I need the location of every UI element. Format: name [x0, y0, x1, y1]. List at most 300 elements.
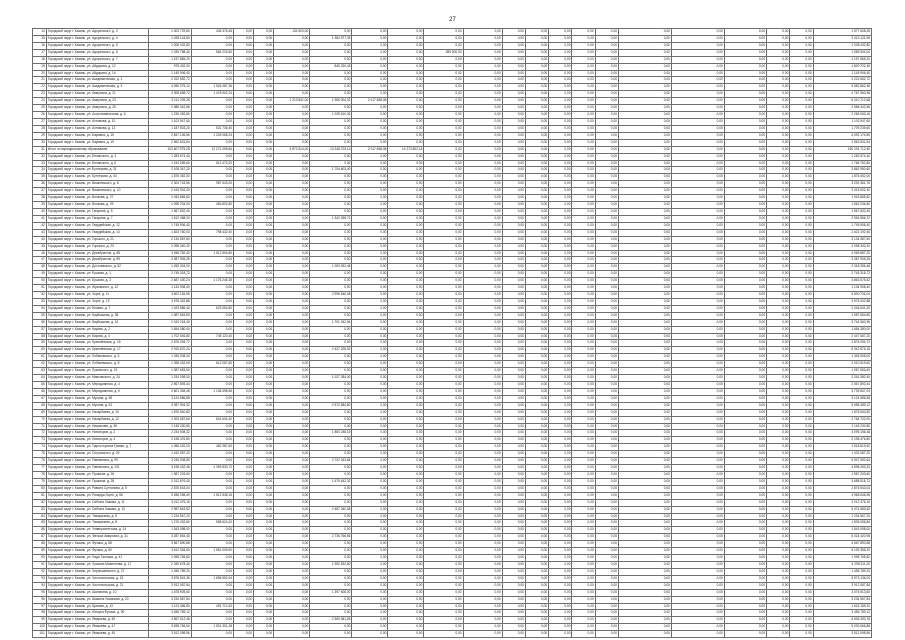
value-cell: 0,00 [388, 561, 424, 568]
value-cell: 0,00 [525, 326, 548, 333]
table-row [33, 215, 872, 222]
value-cell: 0,00 [525, 105, 548, 112]
value-cell: 0,00 [234, 402, 254, 409]
value-cell: 0,00 [525, 527, 548, 534]
table-row [33, 174, 872, 181]
table-row [33, 98, 872, 105]
value-cell: 0,00 [352, 139, 388, 146]
value-cell: 0,00 [724, 333, 766, 340]
value-cell: 0,00 [724, 222, 766, 229]
value-cell: 0,00 [767, 541, 790, 548]
value-cell: 0,00 [724, 35, 766, 42]
value-cell: 0,00 [595, 285, 618, 292]
value-cell: 0,00 [388, 229, 424, 236]
value-cell: 0,00 [274, 603, 310, 610]
value-cell: 103 607 975,28 [149, 146, 191, 153]
value-cell: 463 802,80 [191, 202, 233, 209]
address-cell: Городской округ г. Казань, ул. Адоратского, д. 6 [46, 49, 149, 56]
value-cell: 0,00 [671, 42, 724, 49]
value-cell: 0,00 [191, 561, 233, 568]
value-cell: 0,00 [463, 610, 502, 617]
value-cell: 0,00 [671, 195, 724, 202]
value-cell: 0,00 [191, 153, 233, 160]
value-cell: 0,00 [234, 492, 254, 499]
value-cell: 0,00 [790, 326, 813, 333]
address-cell: Городской округ г. Казань, ул. Мусина, д. 59 [46, 395, 149, 402]
value-cell: 841 634,40 [191, 416, 233, 423]
value-cell: 0,00 [310, 541, 352, 548]
value-cell: 0,00 [549, 264, 572, 271]
value-cell: 0,00 [790, 188, 813, 195]
value-cell: 0,00 [274, 333, 310, 340]
value-cell: 0,00 [525, 437, 548, 444]
value-cell: 0,00 [525, 112, 548, 119]
value-cell: 0,00 [463, 118, 502, 125]
value-cell: 0,00 [724, 202, 766, 209]
value-cell: 0,00 [790, 298, 813, 305]
value-cell: 0,00 [572, 416, 595, 423]
value-cell: 0,00 [619, 340, 672, 347]
value-cell: 0,00 [790, 35, 813, 42]
value-cell: 0,00 [595, 236, 618, 243]
value-cell: 0,00 [234, 333, 254, 340]
value-cell: 0,00 [724, 582, 766, 589]
value-cell: 0,00 [572, 188, 595, 195]
value-cell: 2 017 658,08 [352, 98, 388, 105]
value-cell: 0,00 [790, 105, 813, 112]
value-cell: 0,00 [254, 582, 274, 589]
value-cell: 0,00 [790, 472, 813, 479]
value-cell: 0,00 [619, 132, 672, 139]
value-cell: 0,00 [572, 112, 595, 119]
value-cell: 0,00 [274, 340, 310, 347]
value-cell: 2 222 652,72 [149, 77, 191, 84]
value-cell: 0,00 [790, 278, 813, 285]
value-cell: 0,00 [234, 42, 254, 49]
value-cell: 0,00 [310, 527, 352, 534]
value-cell: 0,00 [352, 368, 388, 375]
value-cell: 0,00 [549, 534, 572, 541]
value-cell: 0,00 [424, 458, 463, 465]
address-cell: Городской округ г. Казань, ул. Фучика, д. 60 [46, 548, 149, 555]
value-cell: 0,00 [767, 340, 790, 347]
value-cell: 3 512 098,56 [813, 631, 871, 638]
value-cell: 0,00 [388, 319, 424, 326]
value-cell: 0,00 [502, 499, 525, 506]
value-cell: 0,00 [191, 555, 233, 562]
value-cell: 0,00 [191, 167, 233, 174]
value-cell: 0,00 [388, 84, 424, 91]
value-cell: 0,00 [572, 361, 595, 368]
value-cell: 0,00 [254, 382, 274, 389]
value-cell: 0,00 [671, 430, 724, 437]
value-cell: 0,00 [525, 84, 548, 91]
value-cell: 0,00 [619, 146, 672, 153]
value-cell: 0,00 [549, 340, 572, 347]
value-cell: 0,00 [310, 361, 352, 368]
value-cell: 0,00 [502, 402, 525, 409]
address-cell: Городской округ г. Казань, ул. Сибгата Хакима, д. 11 [46, 499, 149, 506]
value-cell: 0,00 [463, 499, 502, 506]
value-cell: 0,00 [254, 444, 274, 451]
value-cell: 0,00 [724, 146, 766, 153]
value-cell: 0,00 [254, 105, 274, 112]
value-cell: 0,00 [274, 485, 310, 492]
value-cell: 5 658 489,12 [813, 402, 871, 409]
value-cell: 0,00 [502, 319, 525, 326]
value-cell: 0,00 [191, 631, 233, 638]
value-cell: 0,00 [671, 236, 724, 243]
value-cell: 0,00 [502, 478, 525, 485]
value-cell: 0,00 [724, 264, 766, 271]
value-cell: 4 969 687,20 [813, 250, 871, 257]
value-cell: 0,00 [549, 112, 572, 119]
value-cell: 0,00 [254, 631, 274, 638]
value-cell: 0,00 [549, 596, 572, 603]
value-cell: 0,00 [424, 229, 463, 236]
value-cell: 0,00 [254, 548, 274, 555]
table-row [33, 548, 872, 555]
value-cell: 0,00 [388, 409, 424, 416]
value-cell: 0,00 [310, 70, 352, 77]
value-cell: 0,00 [790, 603, 813, 610]
row-number: 78 [33, 472, 47, 479]
value-cell: 0,00 [525, 617, 548, 624]
value-cell: 0,00 [671, 153, 724, 160]
value-cell: 0,00 [388, 451, 424, 458]
value-cell: 3 087 904,32 [149, 402, 191, 409]
value-cell: 0,00 [619, 520, 672, 527]
value-cell: 0,00 [234, 118, 254, 125]
value-cell: 0,00 [525, 305, 548, 312]
value-cell: 0,00 [767, 278, 790, 285]
value-cell: 0,00 [671, 375, 724, 382]
value-cell: 0,00 [352, 298, 388, 305]
value-cell: 0,00 [572, 478, 595, 485]
row-number: 18 [33, 56, 47, 63]
value-cell: 0,00 [595, 264, 618, 271]
value-cell: 0,00 [274, 326, 310, 333]
address-cell: Городской округ г. Казань, ул. Щапова, д. 13 [46, 603, 149, 610]
value-cell: 0,00 [525, 520, 548, 527]
value-cell: 0,00 [502, 312, 525, 319]
value-cell: 0,00 [352, 208, 388, 215]
value-cell: 0,00 [525, 485, 548, 492]
value-cell: 0,00 [572, 202, 595, 209]
value-cell: 0,00 [502, 548, 525, 555]
value-cell: 0,00 [191, 112, 233, 119]
value-cell: 0,00 [767, 29, 790, 36]
value-cell: 0,00 [549, 499, 572, 506]
value-cell: 0,00 [388, 56, 424, 63]
value-cell: 0,00 [790, 56, 813, 63]
value-cell: 0,00 [572, 388, 595, 395]
value-cell: 0,00 [724, 105, 766, 112]
value-cell: 3 387 905,28 [149, 257, 191, 264]
value-cell: 0,00 [463, 568, 502, 575]
value-cell: 0,00 [595, 319, 618, 326]
table-row [33, 347, 872, 354]
value-cell: 0,00 [790, 451, 813, 458]
value-cell: 0,00 [254, 375, 274, 382]
value-cell: 0,00 [790, 139, 813, 146]
value-cell: 0,00 [388, 257, 424, 264]
value-cell: 0,00 [463, 132, 502, 139]
value-cell: 0,00 [274, 305, 310, 312]
value-cell: 0,00 [549, 63, 572, 70]
value-cell: 0,00 [525, 250, 548, 257]
register-body [33, 29, 872, 638]
value-cell: 0,00 [502, 520, 525, 527]
value-cell: 0,00 [254, 485, 274, 492]
address-cell: Городской округ г. Казань, ул. Ершова, д. 3 [46, 278, 149, 285]
value-cell: 0,00 [525, 354, 548, 361]
value-cell: 0,00 [671, 208, 724, 215]
value-cell: 0,00 [424, 402, 463, 409]
value-cell: 0,00 [352, 499, 388, 506]
value-cell: 0,00 [767, 326, 790, 333]
value-cell: 0,00 [388, 375, 424, 382]
value-cell: 0,00 [595, 354, 618, 361]
value-cell: 0,00 [424, 395, 463, 402]
value-cell: 0,00 [254, 430, 274, 437]
value-cell: 0,00 [234, 91, 254, 98]
value-cell: 0,00 [352, 555, 388, 562]
value-cell: 0,00 [790, 541, 813, 548]
value-cell: 0,00 [463, 139, 502, 146]
value-cell: 1 102 947,60 [149, 118, 191, 125]
value-cell: 0,00 [619, 77, 672, 84]
value-cell: 1 512 904,80 [191, 250, 233, 257]
value-cell: 0,00 [549, 305, 572, 312]
value-cell: 0,00 [274, 534, 310, 541]
value-cell: 0,00 [724, 458, 766, 465]
value-cell: 1 581 009,60 [191, 548, 233, 555]
value-cell: 0,00 [310, 520, 352, 527]
value-cell: 0,00 [254, 243, 274, 250]
value-cell: 2 876 543,04 [813, 485, 871, 492]
value-cell: 8 310 712,68 [813, 98, 871, 105]
value-cell: 0,00 [352, 492, 388, 499]
value-cell: 1 823 760,00 [149, 229, 191, 236]
table-row [33, 257, 872, 264]
value-cell: 0,00 [572, 499, 595, 506]
value-cell: 0,00 [502, 472, 525, 479]
value-cell: 0,00 [595, 520, 618, 527]
value-cell: 0,00 [767, 319, 790, 326]
value-cell: 0,00 [254, 56, 274, 63]
value-cell: 0,00 [767, 305, 790, 312]
value-cell: 6 024 420,96 [813, 534, 871, 541]
value-cell: 0,00 [352, 229, 388, 236]
value-cell: 0,00 [595, 610, 618, 617]
value-cell: 0,00 [619, 319, 672, 326]
value-cell: 0,00 [525, 70, 548, 77]
value-cell: 0,00 [234, 430, 254, 437]
value-cell: 0,00 [352, 305, 388, 312]
row-number: 14 [33, 29, 47, 36]
value-cell: 0,00 [191, 527, 233, 534]
value-cell: 0,00 [595, 174, 618, 181]
value-cell: 0,00 [671, 271, 724, 278]
value-cell: 0,00 [274, 472, 310, 479]
value-cell: 0,00 [724, 465, 766, 472]
value-cell: 0,00 [274, 416, 310, 423]
value-cell: 0,00 [254, 361, 274, 368]
value-cell: 0,00 [619, 596, 672, 603]
value-cell: 0,00 [767, 202, 790, 209]
value-cell: 0,00 [767, 513, 790, 520]
address-cell: Городской округ г. Казань, ул. Амирхана, д. 23 [46, 98, 149, 105]
value-cell: 0,00 [525, 492, 548, 499]
table-row [33, 388, 872, 395]
value-cell: 0,00 [352, 132, 388, 139]
value-cell: 0,00 [254, 91, 274, 98]
value-cell: 0,00 [549, 285, 572, 292]
value-cell: 0,00 [619, 195, 672, 202]
value-cell: 0,00 [352, 423, 388, 430]
value-cell: 0,00 [595, 402, 618, 409]
value-cell: 2 601 348,48 [149, 388, 191, 395]
value-cell: 0,00 [234, 195, 254, 202]
value-cell: 1 028 144,60 [149, 35, 191, 42]
value-cell: 0,00 [463, 430, 502, 437]
value-cell: 0,00 [388, 458, 424, 465]
value-cell: 0,00 [424, 485, 463, 492]
row-number: 81 [33, 492, 47, 499]
row-number: 44 [33, 236, 47, 243]
row-number: 23 [33, 91, 47, 98]
value-cell: 0,00 [595, 375, 618, 382]
row-number: 35 [33, 174, 47, 181]
value-cell: 0,00 [191, 195, 233, 202]
value-cell: 0,00 [254, 575, 274, 582]
value-cell: 0,00 [671, 402, 724, 409]
value-cell: 845 320,45 [310, 63, 352, 70]
value-cell: 0,00 [191, 208, 233, 215]
value-cell: 0,00 [724, 472, 766, 479]
value-cell: 0,00 [388, 29, 424, 36]
table-row [33, 409, 872, 416]
value-cell: 0,00 [502, 561, 525, 568]
value-cell: 0,00 [767, 617, 790, 624]
value-cell: 0,00 [790, 375, 813, 382]
value-cell: 0,00 [619, 222, 672, 229]
value-cell: 0,00 [619, 478, 672, 485]
value-cell: 0,00 [572, 347, 595, 354]
value-cell: 0,00 [254, 347, 274, 354]
value-cell: 2 487 040,08 [310, 506, 352, 513]
row-number: 33 [33, 160, 47, 167]
value-cell: 0,00 [424, 139, 463, 146]
value-cell: 0,00 [424, 188, 463, 195]
value-cell: 0,00 [549, 271, 572, 278]
value-cell: 0,00 [424, 236, 463, 243]
value-cell: 0,00 [549, 29, 572, 36]
row-number: 58 [33, 333, 47, 340]
value-cell: 4 598 263,20 [813, 465, 871, 472]
value-cell: 0,00 [549, 347, 572, 354]
value-cell: 0,00 [595, 444, 618, 451]
value-cell: 0,00 [671, 84, 724, 91]
value-cell: 0,00 [234, 589, 254, 596]
value-cell: 0,00 [619, 395, 672, 402]
value-cell: 0,00 [463, 35, 502, 42]
value-cell: 0,00 [595, 347, 618, 354]
value-cell: 0,00 [310, 42, 352, 49]
value-cell: 2 318 396,48 [813, 264, 871, 271]
table-row [33, 63, 872, 70]
address-cell: Городской округ г. Казань, ул. Пушкина, д. 26 [46, 472, 149, 479]
value-cell: 0,00 [525, 589, 548, 596]
value-cell: 0,00 [234, 437, 254, 444]
value-cell: 0,00 [724, 395, 766, 402]
value-cell: 0,00 [463, 541, 502, 548]
row-number: 37 [33, 188, 47, 195]
value-cell: 0,00 [424, 278, 463, 285]
value-cell: 0,00 [191, 298, 233, 305]
value-cell: 1 345 908,00 [149, 354, 191, 361]
value-cell: 0,00 [234, 610, 254, 617]
value-cell: 0,00 [424, 582, 463, 589]
value-cell: 0,00 [525, 610, 548, 617]
value-cell: 0,00 [502, 208, 525, 215]
value-cell: 0,00 [595, 188, 618, 195]
value-cell: 0,00 [767, 402, 790, 409]
value-cell: 0,00 [191, 485, 233, 492]
value-cell: 1 577 608,28 [813, 29, 871, 36]
value-cell: 0,00 [191, 395, 233, 402]
value-cell: 0,00 [424, 423, 463, 430]
value-cell: 389 500,00 [424, 49, 463, 56]
value-cell: 0,00 [572, 146, 595, 153]
value-cell: 4 968 646,56 [813, 492, 871, 499]
value-cell: 0,00 [790, 222, 813, 229]
value-cell: 0,00 [424, 437, 463, 444]
value-cell: 0,00 [234, 534, 254, 541]
value-cell: 0,00 [352, 624, 388, 631]
value-cell: 0,00 [234, 285, 254, 292]
table-row [33, 305, 872, 312]
value-cell: 0,00 [352, 174, 388, 181]
value-cell: 0,00 [463, 174, 502, 181]
value-cell: 0,00 [424, 347, 463, 354]
value-cell: 2 702 043,84 [310, 458, 352, 465]
value-cell: 0,00 [724, 167, 766, 174]
value-cell: 0,00 [549, 451, 572, 458]
value-cell: 0,00 [424, 63, 463, 70]
value-cell: 0,00 [424, 568, 463, 575]
value-cell: 0,00 [352, 520, 388, 527]
value-cell: 0,00 [572, 610, 595, 617]
value-cell: 0,00 [525, 278, 548, 285]
row-number: 53 [33, 298, 47, 305]
value-cell: 0,00 [724, 278, 766, 285]
value-cell: 0,00 [234, 188, 254, 195]
row-number: 51 [33, 285, 47, 292]
value-cell: 0,00 [549, 257, 572, 264]
value-cell: 2 017 658,08 [352, 146, 388, 153]
value-cell: 0,00 [572, 444, 595, 451]
value-cell: 0,00 [724, 361, 766, 368]
value-cell: 3 739 847,04 [813, 388, 871, 395]
value-cell: 0,00 [310, 222, 352, 229]
value-cell: 1 456 789,20 [813, 568, 871, 575]
value-cell: 1 087 653,60 [149, 368, 191, 375]
value-cell: 0,00 [502, 603, 525, 610]
value-cell: 0,00 [525, 208, 548, 215]
value-cell: 0,00 [234, 451, 254, 458]
